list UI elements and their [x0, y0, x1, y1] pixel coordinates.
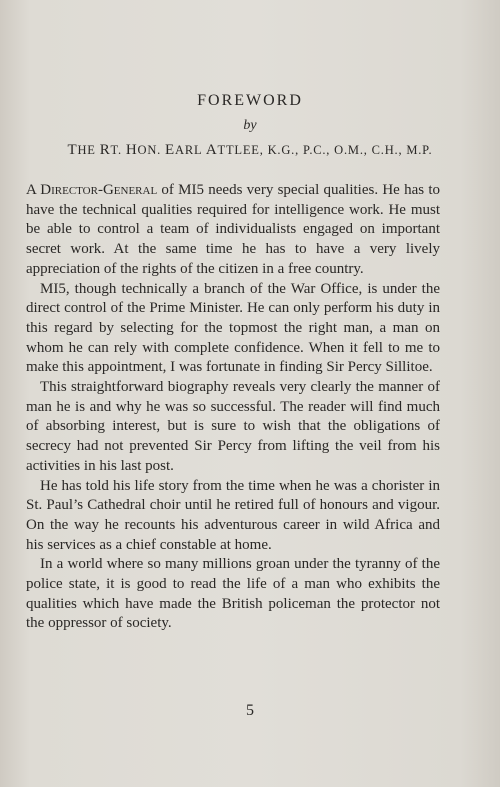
paragraph: MI5, though technically a branch of the War Office, is under the direct control of the Prime Minister. He can only perform his duty in this regard by selecting for the topmost the right man, a man on whom he can rely with complete confidence. When it fell to me to make this appointment, I was fortunate in finding Sir Percy Sillitoe.	[26, 280, 440, 376]
author-line: THE RT. HON. EARL ATTLEE, K.G., P.C., O.M., C.H., M.P.	[67, 142, 433, 158]
paragraph: This straightforward biography reveals very clearly the manner of man he is and why he was so successful. The reader will find much of absorbing interest, but is sure to wish that the obligations of secrecy had not prevented Sir Percy from lifting the veil from his activities in his last post.	[26, 379, 440, 474]
paragraph-text: of MI5 needs very special qualities. He has to have the technical qualities required for intelligence work. He must be able to control a team of individualists engaged on important secret work. At the same time he has to have a very lively appreciation of the rights of the citizen in a free country.	[26, 182, 440, 277]
page-number: 5	[246, 702, 254, 719]
foreword-heading: FOREWORD	[197, 92, 303, 109]
paragraph	[26, 181, 440, 280]
paragraph-lead: A Director-General	[26, 182, 158, 198]
by-line: by	[243, 118, 257, 133]
paragraph: He has told his life story from the time when he was a chorister in St. Paul’s Cathedral choir until he retired full of honours and vigour. On the way he recounts his adventurous career in wild Africa and his services as a chief constable at home.	[26, 477, 440, 553]
foreword-body	[26, 181, 440, 634]
paragraph: In a world where so many millions groan under the tyranny of the police state, it is good to read the life of a man who exhibits the qualities which have made the British policeman the protector not the oppressor of society.	[26, 556, 440, 632]
